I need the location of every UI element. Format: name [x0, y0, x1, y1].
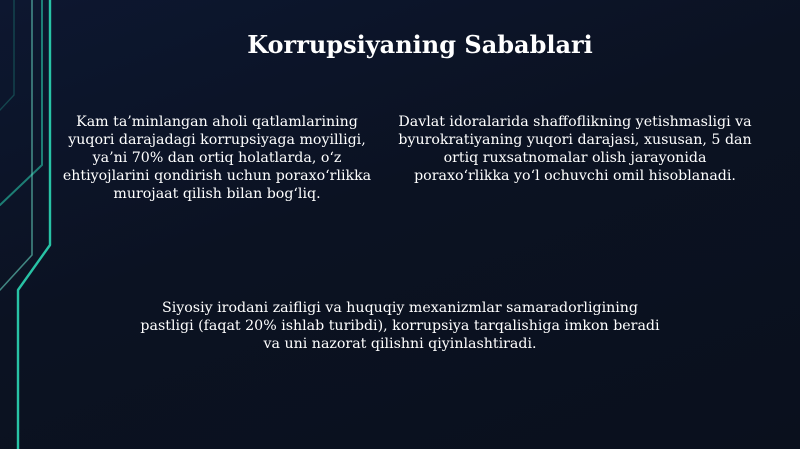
slide-title: Korrupsiyaning Sabablari: [247, 30, 593, 59]
circuit-line-3: [18, 0, 50, 449]
paragraph-bottom: Siyosiy irodani zaifligi va huquqiy mexanizmlar samaradorligining pastligi (faqat 20% ishlab turibdi), korrupsiya tarqalishiga imkon beradi va uni nazorat qilishni qiyinlashtiradi.: [140, 300, 660, 352]
paragraph-right: Davlat idoralarida shaffoflikning yetishmasligi va byurokratiyaning yuqori darajasi, xususan, 5 dan ortiq ruxsatnomalar olish jarayonida poraxo‘rlikka yo‘l ochuvchi omil hisoblanadi.: [398, 114, 752, 184]
paragraph-left: Kam ta’minlangan aholi qatlamlarining yuqori darajadagi korrupsiyaga moyilligi, ya’ni 70% dan ortiq holatlarda, o‘z ehtiyojlarini qondirish uchun poraxo‘rlikka murojaat qilish bilan bog‘liq.: [62, 114, 372, 202]
